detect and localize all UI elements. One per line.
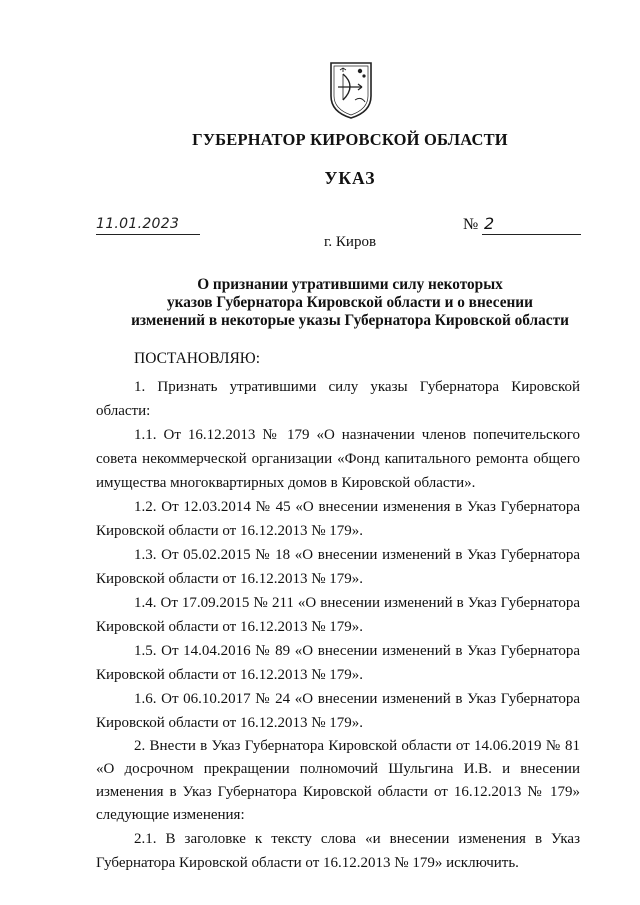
title-line: изменений в некоторые указы Губернатора Кировской области [131,312,569,329]
paragraph: 2.1. В заголовке к тексту слова «и внесении изменения в Указ Губернатора Кировской области от 16.12.2013 № 179» исключить. [96,831,580,871]
document-body [96,349,580,875]
title-line: О признании утратившими силу некоторых [197,276,503,293]
paragraph: 1.6. От 06.10.2017 № 24 «О внесении изменений в Указ Губернатора Кировской области от 16.12.2013 № 179». [96,691,580,731]
paragraph: 2. Внести в Указ Губернатора Кировской области от 14.06.2019 № 81 «О досрочном прекращении полномочий Шульгина И.В. и внесении изменения в Указ Губернатора Кировской области от 16.12.2013 № 179» следующие изменения: [96,738,580,823]
title-line: указов Губернатора Кировской области и о внесении [167,294,533,311]
document-number: 2 [482,216,581,235]
paragraph: 1. Признать утратившими силу указы Губернатора Кировской области: [96,379,580,419]
document-type: УКАЗ [324,168,376,188]
paragraph: 1.3. От 05.02.2015 № 18 «О внесении изменений в Указ Губернатора Кировской области от 16.12.2013 № 179». [96,547,580,587]
organization-name: ГУБЕРНАТОР КИРОВСКОЙ ОБЛАСТИ [192,130,508,149]
city: г. Киров [323,234,377,250]
document-title [0,276,640,330]
paragraph: 1.5. От 14.04.2016 № 89 «О внесении изменений в Указ Губернатора Кировской области от 16.12.2013 № 179». [96,643,580,683]
paragraph: 1.1. От 16.12.2013 № 179 «О назначении членов попечительского совета некоммерческой организации «Фонд капитального ремонта общего имущества многоквартирных домов в Кировской области». [96,427,580,491]
decree-word: ПОСТАНОВЛЯЮ: [134,350,261,367]
coat-of-arms-emblem [327,60,375,120]
paragraph: 1.2. От 12.03.2014 № 45 «О внесении изменения в Указ Губернатора Кировской области от 16.12.2013 № 179». [96,499,580,539]
number-label: № [463,216,479,233]
paragraph: 1.4. От 17.09.2015 № 211 «О внесении изменений в Указ Губернатора Кировской области от 16.12.2013 № 179». [96,595,580,635]
kirov-oblast-coat-of-arms-icon [327,60,375,120]
document-date: 11.01.2023 [96,216,200,235]
